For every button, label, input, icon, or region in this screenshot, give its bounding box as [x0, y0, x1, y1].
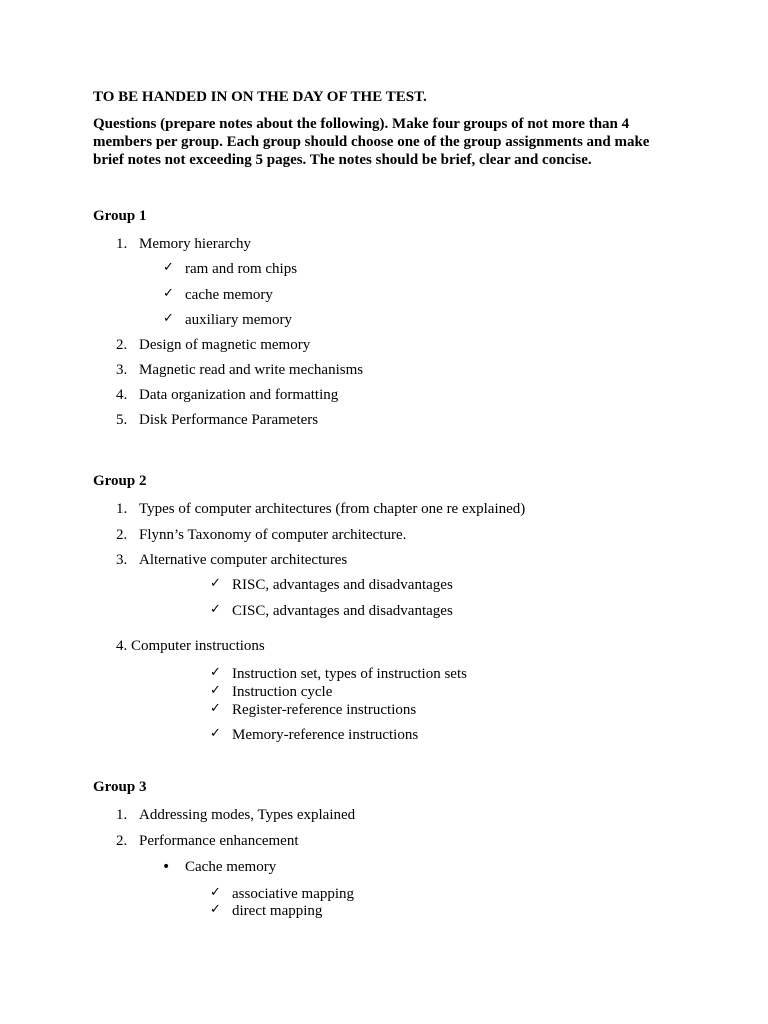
list-item: Flynn’s Taxonomy of computer architecture.	[139, 527, 407, 543]
check-icon: ✓	[210, 701, 221, 716]
instructions-line-3: brief notes not exceeding 5 pages. The notes should be brief, clear and concise.	[93, 152, 592, 168]
list-number: 2.	[116, 337, 128, 353]
bullet-icon: •	[162, 859, 171, 875]
list-item: Disk Performance Parameters	[139, 412, 319, 428]
sub-item: Instruction set, types of instruction sets	[232, 666, 467, 682]
sub-item: Memory-reference instructions	[232, 727, 419, 743]
check-icon: ✓	[210, 665, 221, 680]
check-icon: ✓	[210, 726, 221, 741]
document-title: TO BE HANDED IN ON THE DAY OF THE TEST.	[93, 89, 427, 105]
sub-item: CISC, advantages and disadvantages	[232, 603, 453, 619]
list-item: Computer instructions	[131, 638, 265, 654]
list-item: Data organization and formatting	[139, 387, 339, 403]
group-1-heading: Group 1	[93, 208, 147, 224]
sub-item: direct mapping	[232, 903, 323, 919]
list-number: 1.	[116, 807, 128, 823]
check-icon: ✓	[210, 683, 221, 698]
list-number: 4.	[116, 387, 128, 403]
group-3-heading: Group 3	[93, 779, 147, 795]
list-number: 5.	[116, 412, 128, 428]
instructions-line-2: members per group. Each group should choose one of the group assignments and make	[93, 134, 650, 150]
list-number: 2.	[116, 527, 128, 543]
list-number: 1.	[116, 501, 128, 517]
list-item: Addressing modes, Types explained	[139, 807, 356, 823]
check-icon: ✓	[210, 576, 221, 591]
sub-item: Register-reference instructions	[232, 702, 417, 718]
check-icon: ✓	[163, 286, 174, 301]
list-number: 1.	[116, 236, 128, 252]
sub-item: ram and rom chips	[185, 261, 298, 277]
list-item: Performance enhancement	[139, 833, 299, 849]
list-item: Memory hierarchy	[139, 236, 252, 252]
group-2-heading: Group 2	[93, 473, 147, 489]
list-item: Types of computer architectures (from chapter one re explained)	[139, 501, 526, 517]
check-icon: ✓	[210, 902, 221, 917]
check-icon: ✓	[210, 885, 221, 900]
check-icon: ✓	[163, 260, 174, 275]
bullet-item: Cache memory	[185, 859, 277, 875]
list-item: Design of magnetic memory	[139, 337, 311, 353]
list-item: Alternative computer architectures	[139, 552, 348, 568]
instructions-line-1: Questions (prepare notes about the following). Make four groups of not more than 4	[93, 116, 630, 132]
check-icon: ✓	[163, 311, 174, 326]
sub-item: RISC, advantages and disadvantages	[232, 577, 453, 593]
list-number: 3.	[116, 552, 128, 568]
sub-item: Instruction cycle	[232, 684, 333, 700]
list-number: 2.	[116, 833, 128, 849]
list-item: Magnetic read and write mechanisms	[139, 362, 364, 378]
sub-item: auxiliary memory	[185, 312, 293, 328]
sub-item: cache memory	[185, 287, 273, 303]
list-number: 4.	[116, 638, 128, 654]
list-number: 3.	[116, 362, 128, 378]
sub-item: associative mapping	[232, 886, 355, 902]
check-icon: ✓	[210, 602, 221, 617]
